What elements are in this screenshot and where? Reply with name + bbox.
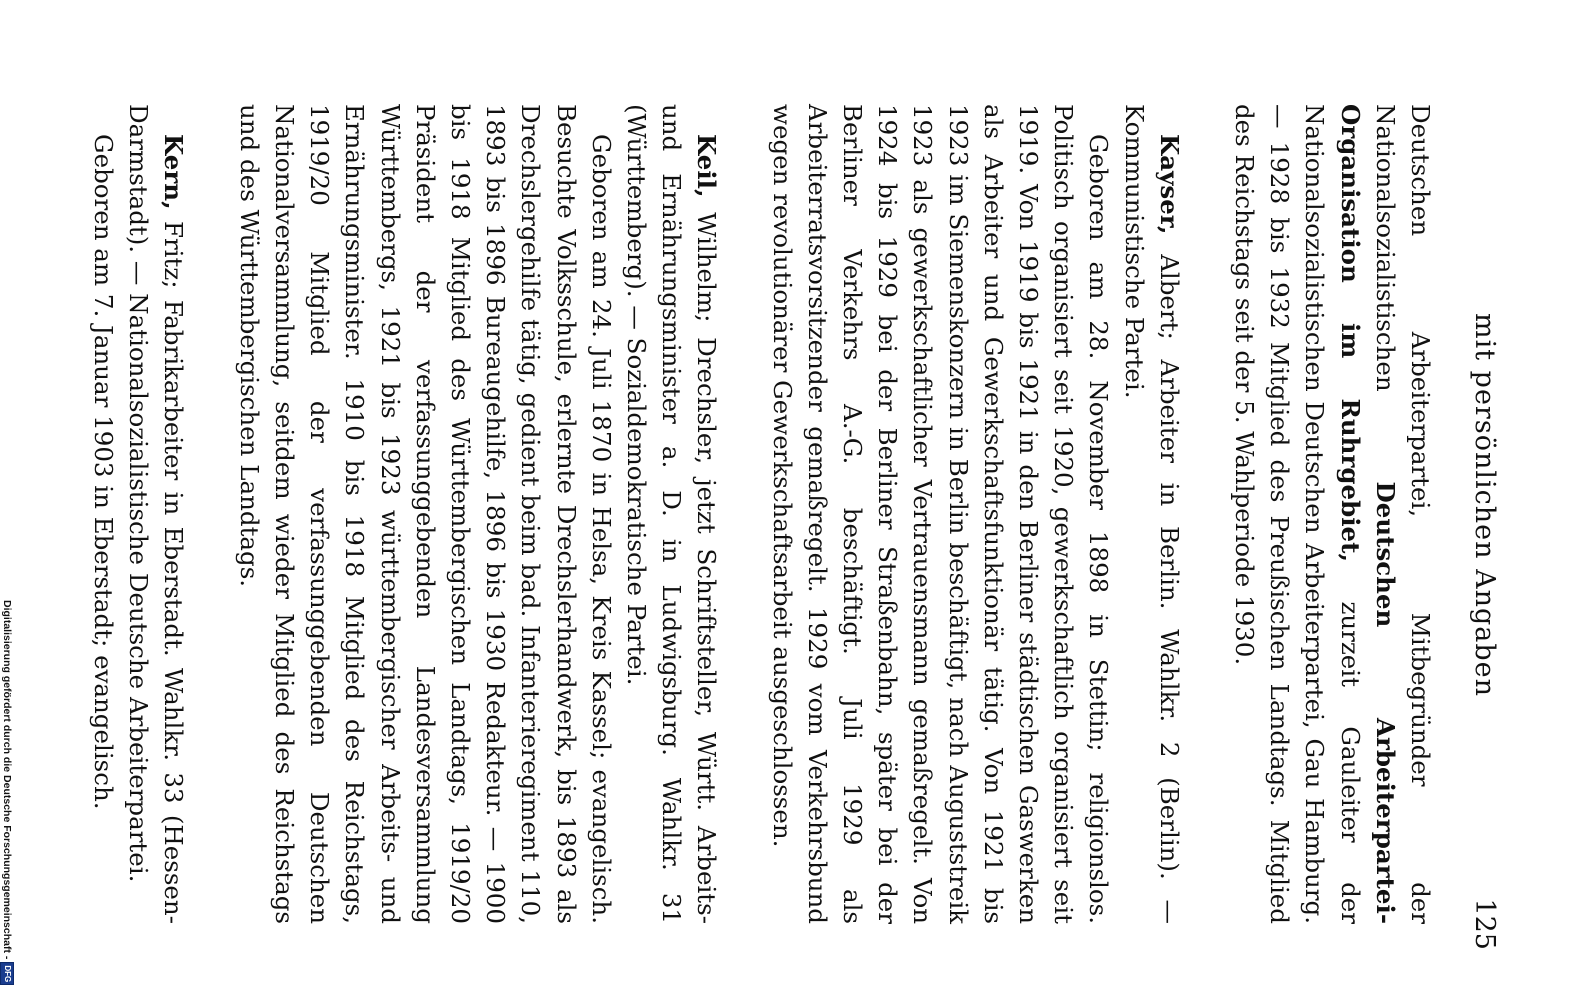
running-title: mit persönlichen Angaben	[1469, 313, 1500, 697]
continuation-text: Deutschen Arbeiterpartei, Mitbegründer der Nationalsozialistischen	[1370, 104, 1435, 924]
digitization-note	[0, 600, 14, 995]
page-number: 125	[1469, 898, 1500, 950]
entry-body-kern: Geboren am 7. Januar 1903 in Eberstadt; evangelisch.	[89, 134, 119, 810]
dfg-logo: DFG	[0, 962, 14, 985]
document-page	[20, 40, 1520, 970]
entry-keil-head	[619, 104, 725, 924]
running-head	[1460, 40, 1500, 970]
entry-body-keil: Geboren am 24. Juli 1870 in Helsa, Kreis Kassel; evangelisch. Besuchte Volksschule, erlernte Drechslerhandwerk, bis 1893 als Drechslergehilfe tätig, gedient beim bad. Infanterieregiment 110, 1893 bis 1896 Bureaugehilfe, 1896 bis 1930 Redakteur. — 1900 bis 1918 Mitglied des Württembergischen Landtags, 1919/20 Präsident der verfassunggebenden Landesversammlung Württembergs, 1921 bis 1923 württembergischer Arbeits- und Ernährungsminister. 1910 bis 1918 Mitglied des Reichstags, 1919/20 Mitglied der verfassunggebenden Deutschen Nationalversammlung, seitdem wieder Mitglied des Reichstags und des Württembergischen Landtags.	[234, 104, 616, 924]
paragraph-continuation	[1227, 104, 1438, 924]
entry-name-kayser: Kayser,	[1154, 134, 1184, 235]
entry-kern-head	[121, 104, 191, 924]
body-text	[86, 104, 1438, 924]
entry-kayser-head	[1116, 104, 1186, 924]
entry-body-kayser: Geboren am 28. November 1898 in Stettin; religionslos. Politisch organisiert seit 1920, gewerkschaftlich organisiert seit 1919. Von 1919 bis 1921 in den Berliner städtischen Gaswerken als Arbeiter und Gewerkschaftsfunktionär tätig. Von 1921 bis 1923 im Siemenskonzern in Berlin beschäftigt, nach Auguststreik 1923 als gewerkschaftlicher Vertrauensmann gemaßregelt. Von 1924 bis 1929 bei der Berliner Straßenbahn, später bei der Berliner Verkehrs A.-G. beschäftigt. Juli 1929 als Arbeiterratsvorsitzender gemaßregelt. 1929 vom Verkehrsbund wegen revolutionärer Gewerkschaftsarbeit ausgeschlossen.	[767, 104, 1114, 924]
digitization-note-text: Digitalisierung gefördert durch die Deutsche Forschungsgemeinschaft -	[1, 600, 13, 960]
continuation-bold-text: Deutschen Arbeiterpartei-Organisation im Ruhrgebiet,	[1335, 104, 1400, 924]
entry-name-kern: Kern,	[159, 134, 189, 210]
entry-head-kern: Fritz; Fabrikarbeiter in Eberstadt. Wahlkr. 33 (Hessen-Darmstadt). — Nationalsozialistische Deutsche Arbeiterpartei.	[124, 104, 189, 924]
entry-kayser-body	[764, 104, 1116, 924]
entry-head-kayser: Albert; Arbeiter in Berlin. Wahlkr. 2 (Berlin). — Kommunistische Partei.	[1119, 104, 1184, 924]
entry-name-keil: Keil,	[692, 134, 722, 198]
entry-kern-body	[86, 104, 121, 924]
continuation-rest-text: zurzeit Gauleiter der Nationalsozialistischen Deutschen Arbeiterpartei, Gau Hamburg. — 1928 bis 1932 Mitglied des Preußischen Landtags. Mitglied des Reichstags seit der 5. Wahlperiode 1930.	[1229, 104, 1365, 924]
entry-keil-body	[232, 104, 619, 924]
entry-head-keil: Wilhelm; Drechsler, jetzt Schriftsteller, Württ. Arbeits- und Ernährungsminister a. D. in Ludwigsburg. Wahlkr. 31 (Württemberg). — Sozialdemokratische Partei.	[621, 104, 722, 924]
